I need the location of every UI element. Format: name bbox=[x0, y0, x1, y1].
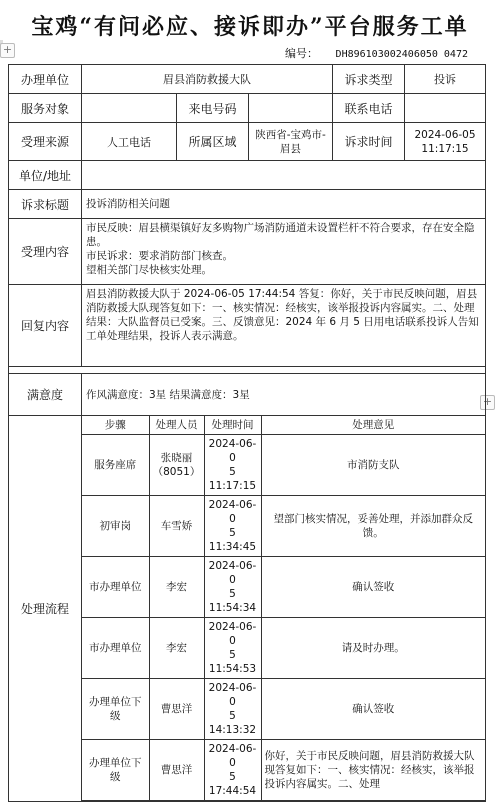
flow-person: 曹思洋 bbox=[149, 740, 204, 801]
document-number-label: 编号： bbox=[285, 47, 319, 60]
source-label: 受理来源 bbox=[9, 123, 82, 161]
add-column-button[interactable]: + bbox=[480, 395, 495, 410]
document-number-value: DH896103002406050 0472 bbox=[335, 49, 468, 60]
page-title: 宝鸡“有问必应、接诉即办”平台服务工单 bbox=[31, 14, 469, 40]
flow-row bbox=[82, 557, 485, 618]
accept-content: 市民反映：眉县横渠镇好友多购物广场消防通道未设置栏杆不符合要求，存在安全隐患。 市民诉求：要求消防部门核查。 望相关部门尽快核实处理。 bbox=[82, 219, 486, 285]
flow-person: 李宏 bbox=[149, 618, 204, 679]
area-value: 陕西省-宝鸡市-眉县 bbox=[249, 123, 333, 161]
flow-opinion: 确认签收 bbox=[261, 679, 485, 740]
unit-value: 眉县消防救援大队 bbox=[82, 65, 333, 94]
flow-row bbox=[82, 618, 485, 679]
flow-opinion: 确认签收 bbox=[261, 557, 485, 618]
subject-value: 投诉消防相关问题 bbox=[82, 190, 486, 219]
flow-header-time: 处理时间 bbox=[204, 416, 261, 435]
flow-cell bbox=[82, 416, 486, 802]
document-number bbox=[285, 45, 468, 61]
address-label: 单位/地址 bbox=[9, 161, 82, 190]
flow-person: 车雪娇 bbox=[149, 496, 204, 557]
flow-person: 曹思洋 bbox=[149, 679, 204, 740]
flow-time: 2024-06-0 5 11:34:45 bbox=[204, 496, 261, 557]
flow-opinion: 你好，关于市民反映问题，眉县消防救援大队现答复如下：一、核实情况：经核实，该举报投诉内容属实。二、处理 bbox=[261, 740, 485, 801]
caller-label: 来电号码 bbox=[177, 94, 249, 123]
time-label: 诉求时间 bbox=[333, 123, 405, 161]
flow-time: 2024-06-0 5 11:54:53 bbox=[204, 618, 261, 679]
type-label: 诉求类型 bbox=[333, 65, 405, 94]
flow-step: 办理单位下级 bbox=[82, 679, 149, 740]
flow-time: 2024-06-0 5 17:44:54 bbox=[204, 740, 261, 801]
source-value: 人工电话 bbox=[82, 123, 177, 161]
flow-time: 2024-06-0 5 11:17:15 bbox=[204, 435, 261, 496]
flow-opinion: 市消防支队 bbox=[261, 435, 485, 496]
area-label: 所属区域 bbox=[177, 123, 249, 161]
flow-opinion: 望部门核实情况，妥善处理，并添加群众反馈。 bbox=[261, 496, 485, 557]
flow-time: 2024-06-0 5 11:54:34 bbox=[204, 557, 261, 618]
phone-label: 联系电话 bbox=[333, 94, 405, 123]
flow-header-person: 处理人员 bbox=[149, 416, 204, 435]
flow-step: 市办理单位 bbox=[82, 618, 149, 679]
flow-label: 处理流程 bbox=[9, 416, 82, 802]
add-row-button-top[interactable]: + bbox=[0, 43, 15, 58]
reply-content: 眉县消防救援大队于 2024-06-05 17:44:54 答复：你好，关于市民反映问题，眉县消防救援大队现答复如下：一、核实情况：经核实，该举报投诉内容属实。二、处理结果：大队监督员已受案。三、反馈意见：2024 年 6 月 5 日用电话联系投诉人告知工单处理结果，投诉人表示满意。 bbox=[82, 285, 486, 367]
flow-person: 张晓丽（8051） bbox=[149, 435, 204, 496]
flow-row bbox=[82, 679, 485, 740]
target-label: 服务对象 bbox=[9, 94, 82, 123]
flow-header-opinion: 处理意见 bbox=[261, 416, 485, 435]
work-order-table bbox=[8, 64, 486, 802]
time-value: 2024-06-05 11:17:15 bbox=[405, 123, 486, 161]
flow-table bbox=[82, 416, 485, 801]
flow-opinion: 请及时办理。 bbox=[261, 618, 485, 679]
unit-label: 办理单位 bbox=[9, 65, 82, 94]
subject-label: 诉求标题 bbox=[9, 190, 82, 219]
flow-row bbox=[82, 435, 485, 496]
reply-content-label: 回复内容 bbox=[9, 285, 82, 367]
caller-value bbox=[249, 94, 333, 123]
accept-content-label: 受理内容 bbox=[9, 219, 82, 285]
flow-row bbox=[82, 496, 485, 557]
flow-step: 服务座席 bbox=[82, 435, 149, 496]
flow-person: 李宏 bbox=[149, 557, 204, 618]
flow-time: 2024-06-0 5 14:13:32 bbox=[204, 679, 261, 740]
address-value bbox=[82, 161, 486, 190]
flow-step: 办理单位下级 bbox=[82, 740, 149, 801]
flow-row bbox=[82, 740, 485, 801]
flow-step: 市办理单位 bbox=[82, 557, 149, 618]
satisfaction-value: 作风满意度：3星 结果满意度：3星 bbox=[82, 374, 486, 416]
flow-step: 初审岗 bbox=[82, 496, 149, 557]
flow-header-step: 步骤 bbox=[82, 416, 149, 435]
phone-value bbox=[405, 94, 486, 123]
type-value: 投诉 bbox=[405, 65, 486, 94]
section-divider bbox=[9, 367, 486, 374]
target-value bbox=[82, 94, 177, 123]
satisfaction-label: 满意度 bbox=[9, 374, 82, 416]
